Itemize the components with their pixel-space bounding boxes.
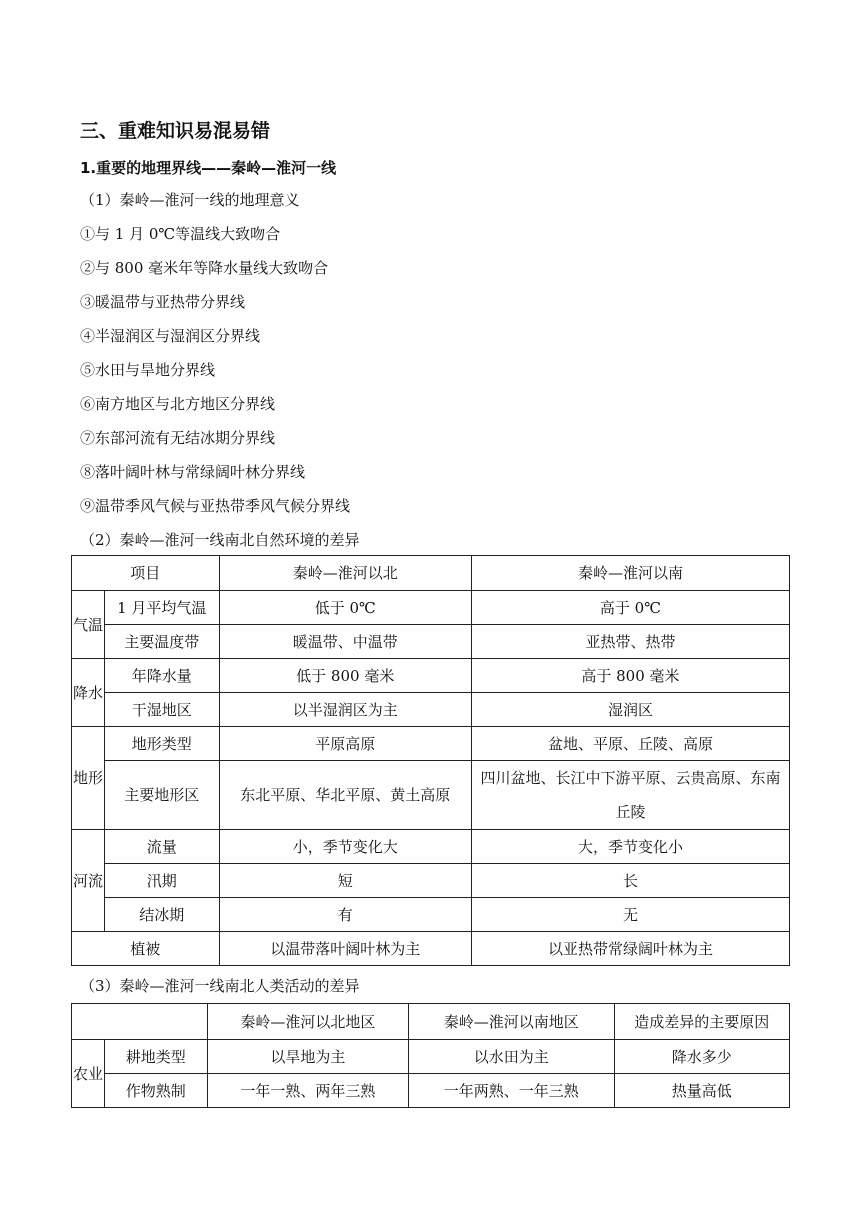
human-activity-table <box>71 1003 790 1108</box>
table-cell: 以旱地为主 <box>207 1040 408 1074</box>
significance-item: ⑧落叶阔叶林与常绿阔叶林分界线 <box>80 463 306 481</box>
table-cell: 以半湿润区为主 <box>219 693 471 727</box>
table-header <box>72 1004 208 1040</box>
table-cell: 流量 <box>104 830 219 864</box>
table-cell: 高于 800 毫米 <box>471 659 789 693</box>
part2-heading: （2）秦岭—淮河一线南北自然环境的差异 <box>80 531 360 549</box>
table-header-row <box>72 556 790 591</box>
table-cell: 一年一熟、两年三熟 <box>207 1074 408 1108</box>
significance-item: ⑦东部河流有无结冰期分界线 <box>80 429 276 447</box>
table-cell: 大，季节变化小 <box>471 830 789 864</box>
table-row <box>72 898 790 932</box>
section-title: 三、重难知识易混易错 <box>80 120 271 142</box>
significance-item: ⑨温带季风气候与亚热带季风气候分界线 <box>80 497 351 515</box>
part1-heading: （1）秦岭—淮河一线的地理意义 <box>80 191 300 209</box>
table-row <box>72 659 790 693</box>
table-row <box>72 591 790 625</box>
table-row <box>72 693 790 727</box>
category-cell: 农业 <box>72 1040 105 1108</box>
significance-item: ④半湿润区与湿润区分界线 <box>80 327 261 345</box>
table-cell: 主要温度带 <box>104 625 219 659</box>
table-cell: 地形类型 <box>104 727 219 761</box>
table-cell: 年降水量 <box>104 659 219 693</box>
table-cell: 低于 0℃ <box>219 591 471 625</box>
table-header: 秦岭—淮河以南 <box>471 556 789 591</box>
table-row <box>72 830 790 864</box>
significance-item: ③暖温带与亚热带分界线 <box>80 293 246 311</box>
table-cell: 无 <box>471 898 789 932</box>
table-cell: 一年两熟、一年三熟 <box>409 1074 614 1108</box>
table-cell: 耕地类型 <box>104 1040 207 1074</box>
table-cell: 四川盆地、长江中下游平原、云贵高原、东南丘陵 <box>471 761 789 830</box>
table-header: 秦岭—淮河以北地区 <box>207 1004 408 1040</box>
significance-item: ⑤水田与旱地分界线 <box>80 361 216 379</box>
part3-heading: （3）秦岭—淮河一线南北人类活动的差异 <box>80 977 360 995</box>
table-cell: 小，季节变化大 <box>219 830 471 864</box>
significance-item: ②与 800 毫米年等降水量线大致吻合 <box>80 259 329 277</box>
table-row <box>72 1040 790 1074</box>
table-row <box>72 761 790 830</box>
significance-item: ①与 1 月 0℃等温线大致吻合 <box>80 225 281 243</box>
table-cell: 短 <box>219 864 471 898</box>
table-cell: 以水田为主 <box>409 1040 614 1074</box>
category-cell: 河流 <box>72 830 105 932</box>
sub-title: 1.重要的地理界线——秦岭—淮河一线 <box>80 159 337 177</box>
table-cell: 暖温带、中温带 <box>219 625 471 659</box>
significance-item: ⑥南方地区与北方地区分界线 <box>80 395 276 413</box>
table-cell: 有 <box>219 898 471 932</box>
table-cell: 降水多少 <box>614 1040 790 1074</box>
table-row <box>72 1074 790 1108</box>
table-cell: 干湿地区 <box>104 693 219 727</box>
table-cell: 高于 0℃ <box>471 591 789 625</box>
table-cell: 以亚热带常绿阔叶林为主 <box>471 932 789 966</box>
table-cell: 结冰期 <box>104 898 219 932</box>
table-header: 项目 <box>72 556 220 591</box>
table-header-row <box>72 1004 790 1040</box>
table-cell: 低于 800 毫米 <box>219 659 471 693</box>
table-cell: 以温带落叶阔叶林为主 <box>219 932 471 966</box>
table-header: 造成差异的主要原因 <box>614 1004 790 1040</box>
table-cell: 东北平原、华北平原、黄土高原 <box>219 761 471 830</box>
table-cell: 汛期 <box>104 864 219 898</box>
table-cell: 热量高低 <box>614 1074 790 1108</box>
table-row <box>72 864 790 898</box>
table-header: 秦岭—淮河以南地区 <box>409 1004 614 1040</box>
table-cell: 湿润区 <box>471 693 789 727</box>
category-cell: 降水 <box>72 659 105 727</box>
table-header: 秦岭—淮河以北 <box>219 556 471 591</box>
table-row <box>72 932 790 966</box>
category-cell: 地形 <box>72 727 105 830</box>
table-cell: 长 <box>471 864 789 898</box>
category-cell: 气温 <box>72 591 105 659</box>
table-row <box>72 625 790 659</box>
table-cell: 1 月平均气温 <box>104 591 219 625</box>
table-cell: 主要地形区 <box>104 761 219 830</box>
natural-environment-table <box>71 555 790 966</box>
table-cell: 植被 <box>72 932 220 966</box>
table-cell: 盆地、平原、丘陵、高原 <box>471 727 789 761</box>
table-row <box>72 727 790 761</box>
table-cell: 平原高原 <box>219 727 471 761</box>
table-cell: 作物熟制 <box>104 1074 207 1108</box>
table-cell: 亚热带、热带 <box>471 625 789 659</box>
